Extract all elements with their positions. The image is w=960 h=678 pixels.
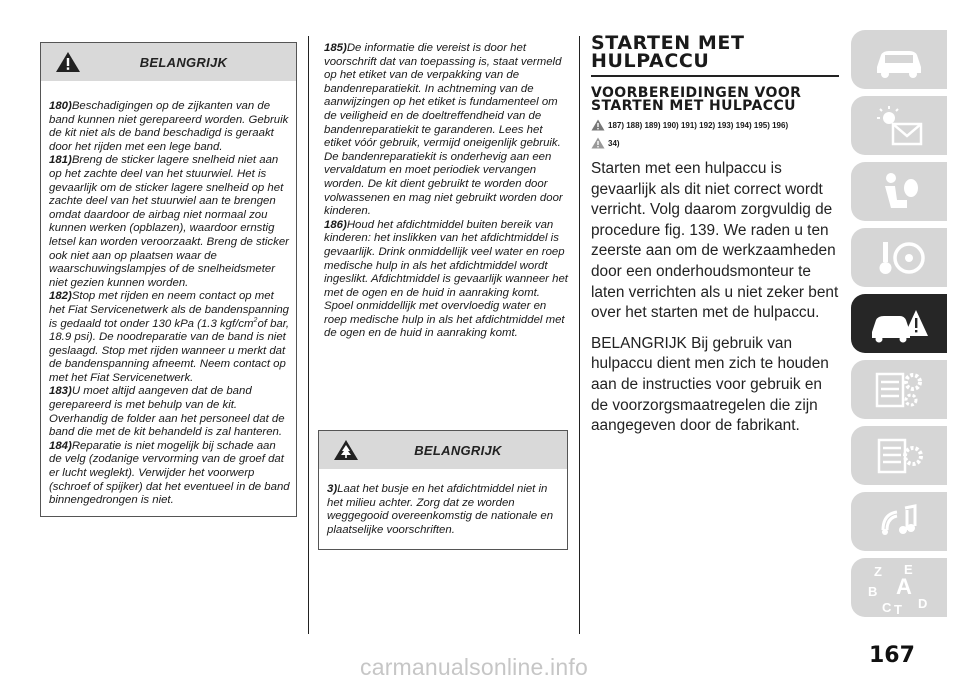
chapter-sidebar bbox=[851, 30, 947, 624]
index-letter: D bbox=[918, 595, 928, 611]
note-text: Houd het afdichtmiddel buiten bereik van kinderen: het inslikken van het afdichtmiddel is gevaarlijk. Drink onmiddellijk veel water en roep medische hulp in als het afdichtmiddel wordt ingeslikt. Afdichtmiddel is gevaarlijk wanneer het met de ogen en de huid in aanraking komt. Spoel onmiddellijk met overvloedig water en roep medische hulp in als het afdichtmiddel met de ogen en de huid in aanraking komt. bbox=[324, 218, 568, 340]
warning-references bbox=[591, 119, 842, 131]
caution-triangle-icon bbox=[591, 137, 605, 149]
key-steering-wheel-icon bbox=[871, 236, 927, 280]
note-number: 180) bbox=[49, 100, 72, 112]
index-letter: A bbox=[896, 573, 912, 599]
note-text: Beschadigingen op de zijkanten van de band kunnen niet gerepareerd worden. Gebruik de kit niet als de band beschadigd is geraakt door het rijden met een lege band. bbox=[49, 100, 289, 153]
chapter-tab-index[interactable] bbox=[851, 558, 947, 617]
environment-tree-icon bbox=[333, 439, 359, 461]
warning-triangle-icon bbox=[55, 51, 81, 73]
subsection-heading: VOORBEREIDINGEN VOOR STARTEN MET HULPACCU bbox=[591, 85, 802, 114]
note-text: Laat het busje en het afdichtmiddel niet in het milieu achter. Zorg dat ze worden weggegooid overeenkomstig de nationale en plaatselijke voorschriften. bbox=[327, 483, 554, 536]
middle-notes bbox=[318, 42, 568, 341]
chapter-tab-dashboard[interactable] bbox=[851, 30, 947, 89]
reference-numbers: 187) 188) 189) 190) 191) 192) 193) 194) 195) 196) bbox=[608, 120, 789, 130]
note-text: De informatie die vereist is door het voorschrift dat van toepassing is, staat vermeld op het etiket van de verpakking van de bandenreparatiekit. In achtneming van de aanwijzingen op het etiket is fundamenteel om de veiligheid en de doeltreffendheid van de bandenreparatiekit te garanderen. Lees het etiket vóór gebruik, vermijd oneigenlijk gebruik. De bandenreparatiekit is onderhevig aan een vervaldatum en moet periodiek vervangen worden. De kit dient gebruikt te worden door volwassenen en mag niet gebruikt worden door kinderen. bbox=[324, 42, 563, 218]
page-number: 167 bbox=[869, 643, 915, 668]
note-text: Stop met rijden en neem contact op met het Fiat Servicenetwerk als de bandenspanning is gedaald tot onder 130 kPa (1.3 kgf/cm bbox=[49, 290, 289, 330]
note-number: 185) bbox=[324, 42, 347, 54]
chapter-tab-multimedia[interactable] bbox=[851, 492, 947, 551]
note-number: 181) bbox=[49, 154, 72, 167]
warning-triangle-icon bbox=[591, 119, 605, 131]
column-divider bbox=[308, 36, 309, 634]
seat-airbag-icon bbox=[871, 170, 927, 214]
column-divider bbox=[579, 36, 580, 634]
warning-lights-icon bbox=[871, 104, 927, 148]
middle-environment-box bbox=[318, 430, 568, 550]
left-warning-body bbox=[41, 81, 296, 516]
body-paragraph: Starten met een hulpaccu is gevaarlijk als dit niet correct wordt verricht. Volg daarom zorgvuldig de procedure fig. 139. We raden u ten zeerste aan om de werkzaamheden door een onderhoudsmonteur te laten verrichten als u niet zeker bent over het starten met de hulpaccu. bbox=[591, 160, 839, 322]
note-number: 3) bbox=[327, 483, 338, 495]
note-185 bbox=[324, 42, 568, 219]
note-180 bbox=[49, 100, 291, 154]
reference-numbers: 34) bbox=[608, 138, 620, 148]
left-warning-box bbox=[40, 42, 297, 517]
note-182 bbox=[49, 290, 291, 385]
note-text: of bar, 18.9 psi). De noodreparatie van de band is niet geslaagd. Stop met rijden wanneer u merkt dat de bandenspanning afneemt. Neem contact op met het Fiat Servicenetwerk. bbox=[49, 317, 290, 384]
car-emergency-icon bbox=[868, 302, 930, 346]
chapter-tab-safety[interactable] bbox=[851, 162, 947, 221]
watermark: carmanualsonline.info bbox=[360, 654, 588, 678]
superscript: 2 bbox=[253, 316, 258, 324]
note-references bbox=[591, 137, 842, 149]
note-number: 186) bbox=[324, 218, 347, 231]
chapter-tab-emergency[interactable] bbox=[851, 294, 947, 353]
left-warning-title: BELANGRIJK bbox=[139, 54, 228, 70]
technical-data-icon bbox=[871, 434, 927, 478]
body-paragraph: BELANGRIJK Bij gebruik van hulpaccu dient men zich te houden aan de instructies voor gebruik en de voorzorgsmaatregelen die zijn aangegeven door de fabrikant. bbox=[591, 334, 829, 435]
car-dashboard-icon bbox=[871, 41, 927, 79]
note-number: 183) bbox=[49, 385, 72, 398]
left-column bbox=[40, 42, 297, 517]
index-letter: E bbox=[904, 561, 913, 577]
index-letter: C bbox=[882, 599, 892, 615]
chapter-tab-technical-data[interactable] bbox=[851, 426, 947, 485]
note-text: Reparatie is niet mogelijk bij schade aan de velg (zodanige vervorming van de groef dat er lucht weglekt). Verwijder het voorwerp (schroef of spijker) dat het eventueel in de band binnengedrongen is niet. bbox=[49, 439, 290, 507]
index-letter: T bbox=[894, 601, 902, 616]
chapter-tab-maintenance[interactable] bbox=[851, 360, 947, 419]
note-text: U moet altijd aangeven dat de band gerepareerd is met behulp van de kit. Overhandig de folder aan het personeel dat de band die met de kit behandeld is zal hanteren. bbox=[49, 385, 285, 439]
chapter-tab-starting[interactable] bbox=[851, 228, 947, 287]
note-183 bbox=[49, 385, 291, 439]
middle-box-header bbox=[319, 431, 567, 469]
index-letter: Z bbox=[874, 563, 882, 579]
note-text: Breng de sticker lagere snelheid niet aan op het zachte deel van het stuurwiel. Het is gevaarlijk om de sticker lagere snelheid op het zachte deel van het stuurwiel aan te brengen omdat daardoor de airbag niet normaal zou kunnen werken (opblazen), waardoor ernstig letsel kan worden veroorzaakt. Breng de sticker ook niet aan op plaatsen waar de waarschuwingslampjes of de snelheidsmeter niet gezien kunnen worden. bbox=[49, 154, 289, 289]
chapter-tab-warning-lights[interactable] bbox=[851, 96, 947, 155]
note-3 bbox=[327, 483, 562, 537]
note-number: 182) bbox=[49, 290, 72, 303]
left-warning-box-header bbox=[41, 43, 296, 81]
heading-rule bbox=[591, 75, 839, 77]
section-heading: STARTEN MET HULPACCU bbox=[591, 32, 745, 72]
multimedia-icon bbox=[871, 500, 927, 544]
middle-box-body bbox=[319, 469, 567, 549]
right-column bbox=[591, 34, 842, 437]
note-181 bbox=[49, 154, 291, 290]
index-letters-icon bbox=[864, 560, 934, 616]
middle-box-title: BELANGRIJK bbox=[414, 442, 502, 458]
note-186 bbox=[324, 219, 568, 341]
index-letter: B bbox=[868, 583, 878, 599]
note-number: 184) bbox=[49, 439, 72, 452]
note-184 bbox=[49, 440, 291, 508]
middle-column bbox=[318, 42, 568, 602]
maintenance-gears-icon bbox=[871, 368, 927, 412]
